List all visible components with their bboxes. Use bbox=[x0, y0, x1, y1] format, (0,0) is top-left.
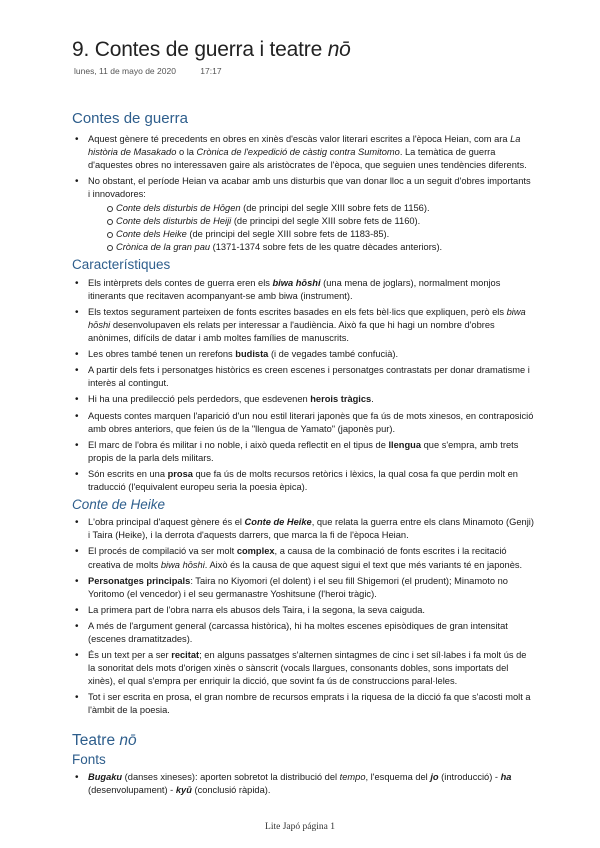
list-item: • Aquest gènere té precedents en obres en xinès d'escàs valor literari escrites a l'època Heian, com ara La història de Masakado o la Crònica de l'expedició de càstig contra Sumitomo. La temàtica de guerra d'aquestes obres no interessaven gaire als aristòcrates de l'època, que seguien unes tendències diferents. bbox=[72, 133, 534, 172]
sub-list-item: Crònica de la gran pau (1371-1374 sobre fets de les quatre dècades anteriors). bbox=[88, 241, 534, 254]
list-item: • Les obres també tenen un rerefons budista (i de vegades també confucià). bbox=[72, 348, 534, 361]
list-item: • Tot i ser escrita en prosa, el gran nombre de recursos emprats i la riquesa de la dicció fa que s'acosti molt a l'àmbit de la poesia. bbox=[72, 691, 534, 717]
sublist bbox=[88, 202, 534, 254]
sub-list-item: Conte dels disturbis de Hōgen (de principi del segle XIII sobre fets de 1156). bbox=[88, 202, 534, 215]
sub-list-item: Conte dels disturbis de Heiji (de principi del segle XIII sobre fets de 1160). bbox=[88, 215, 534, 228]
list-item: • Els textos segurament parteixen de fonts escrites basades en els fets bèl·lics que expliquen, però els biwa hōshi desenvolupaven els relats per interessar a l'audiència. Això fa que hi hagi un nombre d'obres anònimes, difícils de datar i amb moltes famílies de manuscrits. bbox=[72, 306, 534, 345]
list-item: • La primera part de l'obra narra els abusos dels Taira, i la segona, la seva caiguda. bbox=[72, 604, 534, 617]
list-item: • Bugaku (danses xineses): aporten sobretot la distribució del tempo, l'esquema del jo (introducció) - ha (desenvolupament) - kyū (conclusió ràpida). bbox=[72, 771, 534, 797]
page-footer: Lite Japó página 1 bbox=[265, 822, 335, 832]
list-item: • No obstant, el període Heian va acabar amb uns disturbis que van donar lloc a un seguit d'obres importants i innovadores: Conte dels disturbis de Hōgen (de principi del segle XIII sobre fets de 1156). Conte dels disturbis de Heiji (de principi del segle XIII sobre fets de 1160). Conte dels Heike (de principi del segle XIII sobre fets de 1183-85). Crònica de la gran pau (1371-1374 sobre fets de les quatre dècades anteriors). bbox=[72, 175, 534, 254]
page-content bbox=[72, 106, 534, 801]
page-meta bbox=[74, 66, 222, 76]
page-title: 9. Contes de guerra i teatre nō bbox=[72, 38, 351, 61]
section1-list bbox=[72, 133, 534, 254]
list-item: • A més de l'argument general (carcassa històrica), hi ha moltes escenes episòdiques de gran intensitat (escenes dramatitzades). bbox=[72, 620, 534, 646]
heading-teatre-no: Teatre nō bbox=[72, 731, 137, 749]
heading-contes-de-guerra: Contes de guerra bbox=[72, 110, 188, 127]
heading-conte-de-heike: Conte de Heike bbox=[72, 497, 166, 513]
heading-caracteristiques: Característiques bbox=[72, 257, 171, 273]
page-date: lunes, 11 de mayo de 2020 bbox=[74, 66, 176, 76]
list-item: • Hi ha una predilecció pels perdedors, que esdevenen herois tràgics. bbox=[72, 393, 534, 406]
list-item: • El marc de l'obra és militar i no noble, i això queda reflectit en el tipus de llengua que s'empra, amb trets propis de la parla dels militars. bbox=[72, 439, 534, 465]
list-item: • L'obra principal d'aquest gènere és el Conte de Heike, que relata la guerra entre els clans Minamoto (Genji) i Taira (Heike), i la derrota d'aquests darrers, que marca la fi de l'època Heian. bbox=[72, 516, 534, 542]
section4-list bbox=[72, 771, 534, 797]
section2-list bbox=[72, 277, 534, 494]
list-item: • Són escrits en una prosa que fa ús de molts recursos retòrics i lèxics, la qual cosa fa que perdin molt en traducció (l'equivalent europeu seria la poesia èpica). bbox=[72, 468, 534, 494]
list-item: • És un text per a ser recitat; en alguns passatges s'alternen sintagmes de cinc i set síl·labes i fa molt ús de la sonoritat dels mots d'origen xinès o sànscrit (vocals llargues, consonants dobles, sons importats del xinès), el qual s'empra per enriquir la dicció, que sovint fa ús de construccions paral·leles. bbox=[72, 649, 534, 688]
list-item: • Personatges principals: Taira no Kiyomori (el dolent) i el seu fill Shigemori (el prudent); Minamoto no Yoritomo (el vencedor) i el seu germanastre Yoshitsune (l'heroi tràgic). bbox=[72, 575, 534, 601]
list-item: • A partir dels fets i personatges històrics es creen escenes i personatges contrastats per donar dramatisme i interès al contingut. bbox=[72, 364, 534, 390]
sub-list-item: Conte dels Heike (de principi del segle XIII sobre fets de 1183-85). bbox=[88, 228, 534, 241]
page-time: 17:17 bbox=[200, 66, 222, 76]
list-item: • El procés de compilació va ser molt complex, a causa de la combinació de fonts escrites i la recitació creativa de molts biwa hōshi. Això és la causa de que aquest sigui el text que més variants té en japonès. bbox=[72, 545, 534, 571]
section3-list bbox=[72, 516, 534, 717]
list-item: • Aquests contes marquen l'aparició d'un nou estil literari japonès que fa ús de mots xinesos, en contraposició amb obres anteriors, que feien ús de la "llengua de Yamato" (japonès pur). bbox=[72, 410, 534, 436]
list-item: • Els intèrprets dels contes de guerra eren els biwa hōshi (una mena de joglars), normalment monjos itinerants que recitaven acompanyant-se amb biwa (instrument). bbox=[72, 277, 534, 303]
heading-fonts: Fonts bbox=[72, 752, 106, 768]
